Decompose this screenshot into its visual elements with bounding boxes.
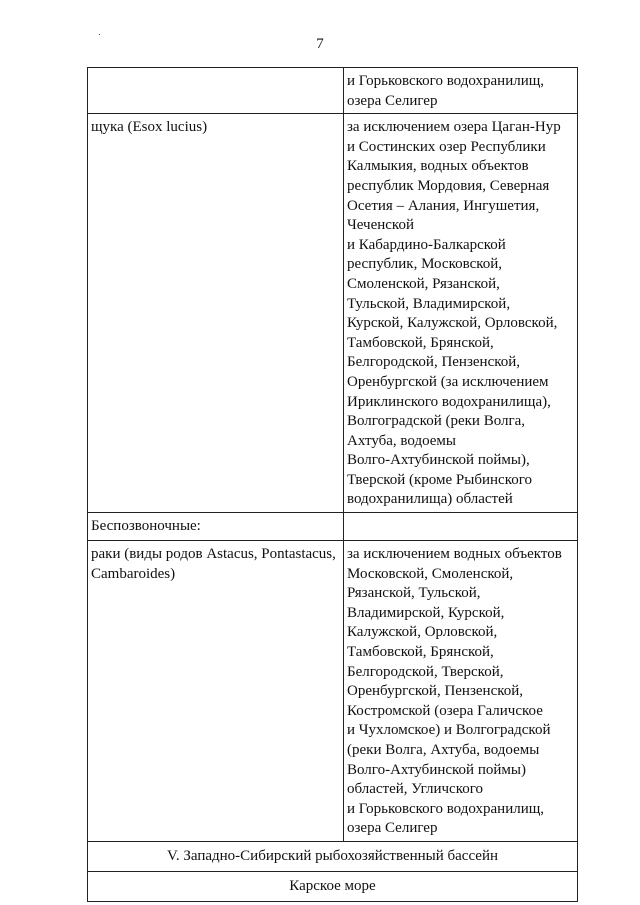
category-text: Беспозвоночные:: [91, 518, 201, 535]
exceptions-text: и Горьковского водохранилищ, озера Селигер: [347, 73, 545, 109]
empty-text: [344, 513, 577, 519]
species-text: [88, 68, 343, 74]
subsection-heading: Карское море: [289, 877, 376, 894]
page-number: 7: [316, 36, 324, 52]
section-heading-cell: [88, 841, 578, 871]
species-cell: [88, 114, 344, 513]
exceptions-cell: [344, 541, 578, 842]
exceptions-cell: [344, 68, 578, 114]
scan-mark: [99, 34, 100, 35]
table-row: [88, 841, 578, 871]
exceptions-cell: [344, 114, 578, 513]
category-cell: [88, 513, 344, 541]
section-heading: V. Западно-Сибирский рыбохозяйственный бассейн: [166, 847, 499, 864]
species-exceptions-table: [87, 67, 578, 902]
exceptions-text: за исключением озера Цаган-Нур и Состинских озер Республики Калмыкия, водных объектов республик Мордовия, Северная Осетия – Алания, Ингушетия, Чеченской и Кабардино-Балкарской республик, Московской, Смоленской, Рязанской, Тульской, Владимирской, Курской, Калужской, Орловской, Тамбовской, Брянской, Белгородской, Пензенской, Оренбургской (за исключением Ириклинского водохранилища), Волгоградской (реки Волга, Ахтуба, водоемы Волго-Ахтубинской поймы), Тверской (кроме Рыбинского водохранилища) областей: [347, 119, 561, 508]
subsection-heading-cell: [88, 871, 578, 901]
species-cell: [88, 68, 344, 114]
exceptions-text: за исключением водных объектов Московской, Смоленской, Рязанской, Тульской, Владимирской, Курской, Калужской, Орловской, Тамбовской, Брянской, Белгородской, Тверской, Оренбургской, Пензенской, Костромской (озера Галичское и Чухломское) и Волгоградской (реки Волга, Ахтуба, водоемы Волго-Ахтубинской поймы) областей, Угличского и Горьковского водохранилищ, озера Селигер: [347, 546, 562, 837]
species-cell: [88, 541, 344, 842]
table-row: [88, 513, 578, 541]
table-row: [88, 871, 578, 901]
species-text: щука (Esox lucius): [91, 119, 208, 136]
table-row: [88, 541, 578, 842]
species-text: раки (виды родов Astacus, Pontastacus, Cambaroides): [91, 546, 336, 582]
table-row: [88, 68, 578, 114]
empty-cell: [344, 513, 578, 541]
table-row: [88, 114, 578, 513]
